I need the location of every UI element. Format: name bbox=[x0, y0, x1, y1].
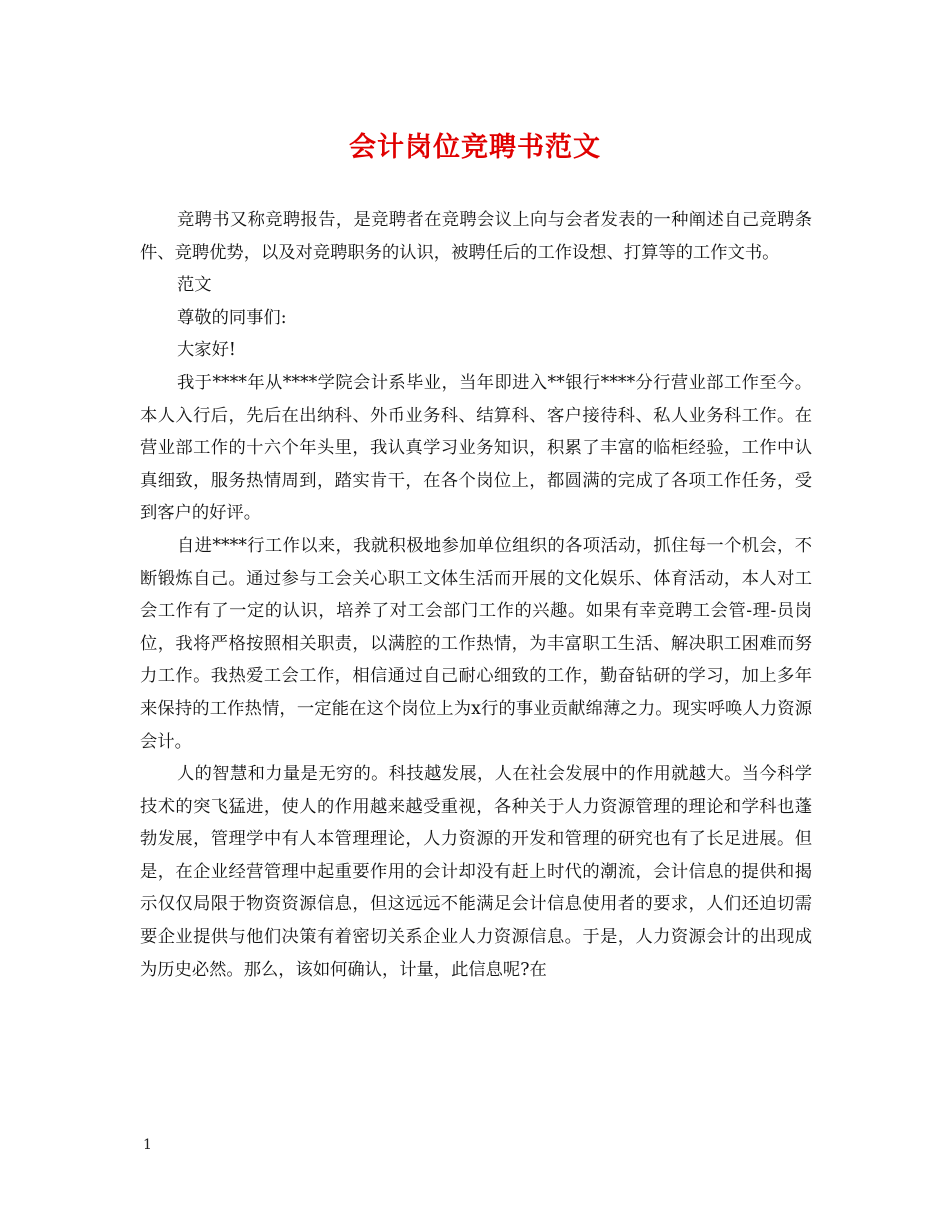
intro-paragraph: 竞聘书又称竞聘报告，是竞聘者在竞聘会议上向与会者发表的一种阐述自己竞聘条件、竞聘优势，以及对竞聘职务的认识，被聘任后的工作设想、打算等的工作文书。 bbox=[140, 210, 812, 263]
body-paragraph: 我于****年从****学院会计系毕业，当年即进入**银行****分行营业部工作至今。本人入行后，先后在出纳科、外币业务科、结算科、客户接待科、私人业务科工作。在营业部工作的十六个年头里，我认真学习业务知识，积累了丰富的临柜经验，工作中认真细致，服务热情周到，踏实肯干，在各个岗位上，都圆满的完成了各项工作任务，受到客户的好评。 bbox=[140, 372, 812, 524]
body-paragraph: 人的智慧和力量是无穷的。科技越发展，人在社会发展中的作用就越大。当今科学技术的突飞猛进，使人的作用越来越受重视，各种关于人力资源管理的理论和学科也蓬勃发展，管理学中有人本管理理论，人力资源的开发和管理的研究也有了长足进展。但是，在企业经营管理中起重要作用的会计却没有赶上时代的潮流，会计信息的提供和揭示仅仅局限于物资资源信息，但这远远不能满足会计信息使用者的要求，人们还迫切需要企业提供与他们决策有着密切关系企业人力资源信息。于是，人力资源会计的出现成为历史必然。那么，该如何确认，计量，此信息呢?在 bbox=[140, 764, 812, 980]
greeting: 大家好! bbox=[177, 340, 236, 361]
body-paragraph: 自进****行工作以来，我就积极地参加单位组织的各项活动，抓住每一个机会，不断锻炼自己。通过参与工会关心职工文体生活而开展的文化娱乐、体育活动，本人对工会工作有了一定的认识，培养了对工会部门工作的兴趣。如果有幸竞聘工会管-理-员岗位，我将严格按照相关职责，以满腔的工作热情，为丰富职工生活、解决职工困难而努力工作。我热爱工会工作，相信通过自己耐心细致的工作，勤奋钻研的学习，加上多年来保持的工作热情，一定能在这个岗位上为x行的事业贡献绵薄之力。现实呼唤人力资源会计。 bbox=[140, 535, 812, 752]
sample-label: 范文 bbox=[177, 275, 212, 296]
document-title: 会计岗位竞聘书范文 bbox=[349, 132, 601, 163]
salutation: 尊敬的同事们: bbox=[177, 307, 287, 328]
page-number: 1 bbox=[143, 1137, 152, 1153]
document-body bbox=[140, 204, 812, 986]
